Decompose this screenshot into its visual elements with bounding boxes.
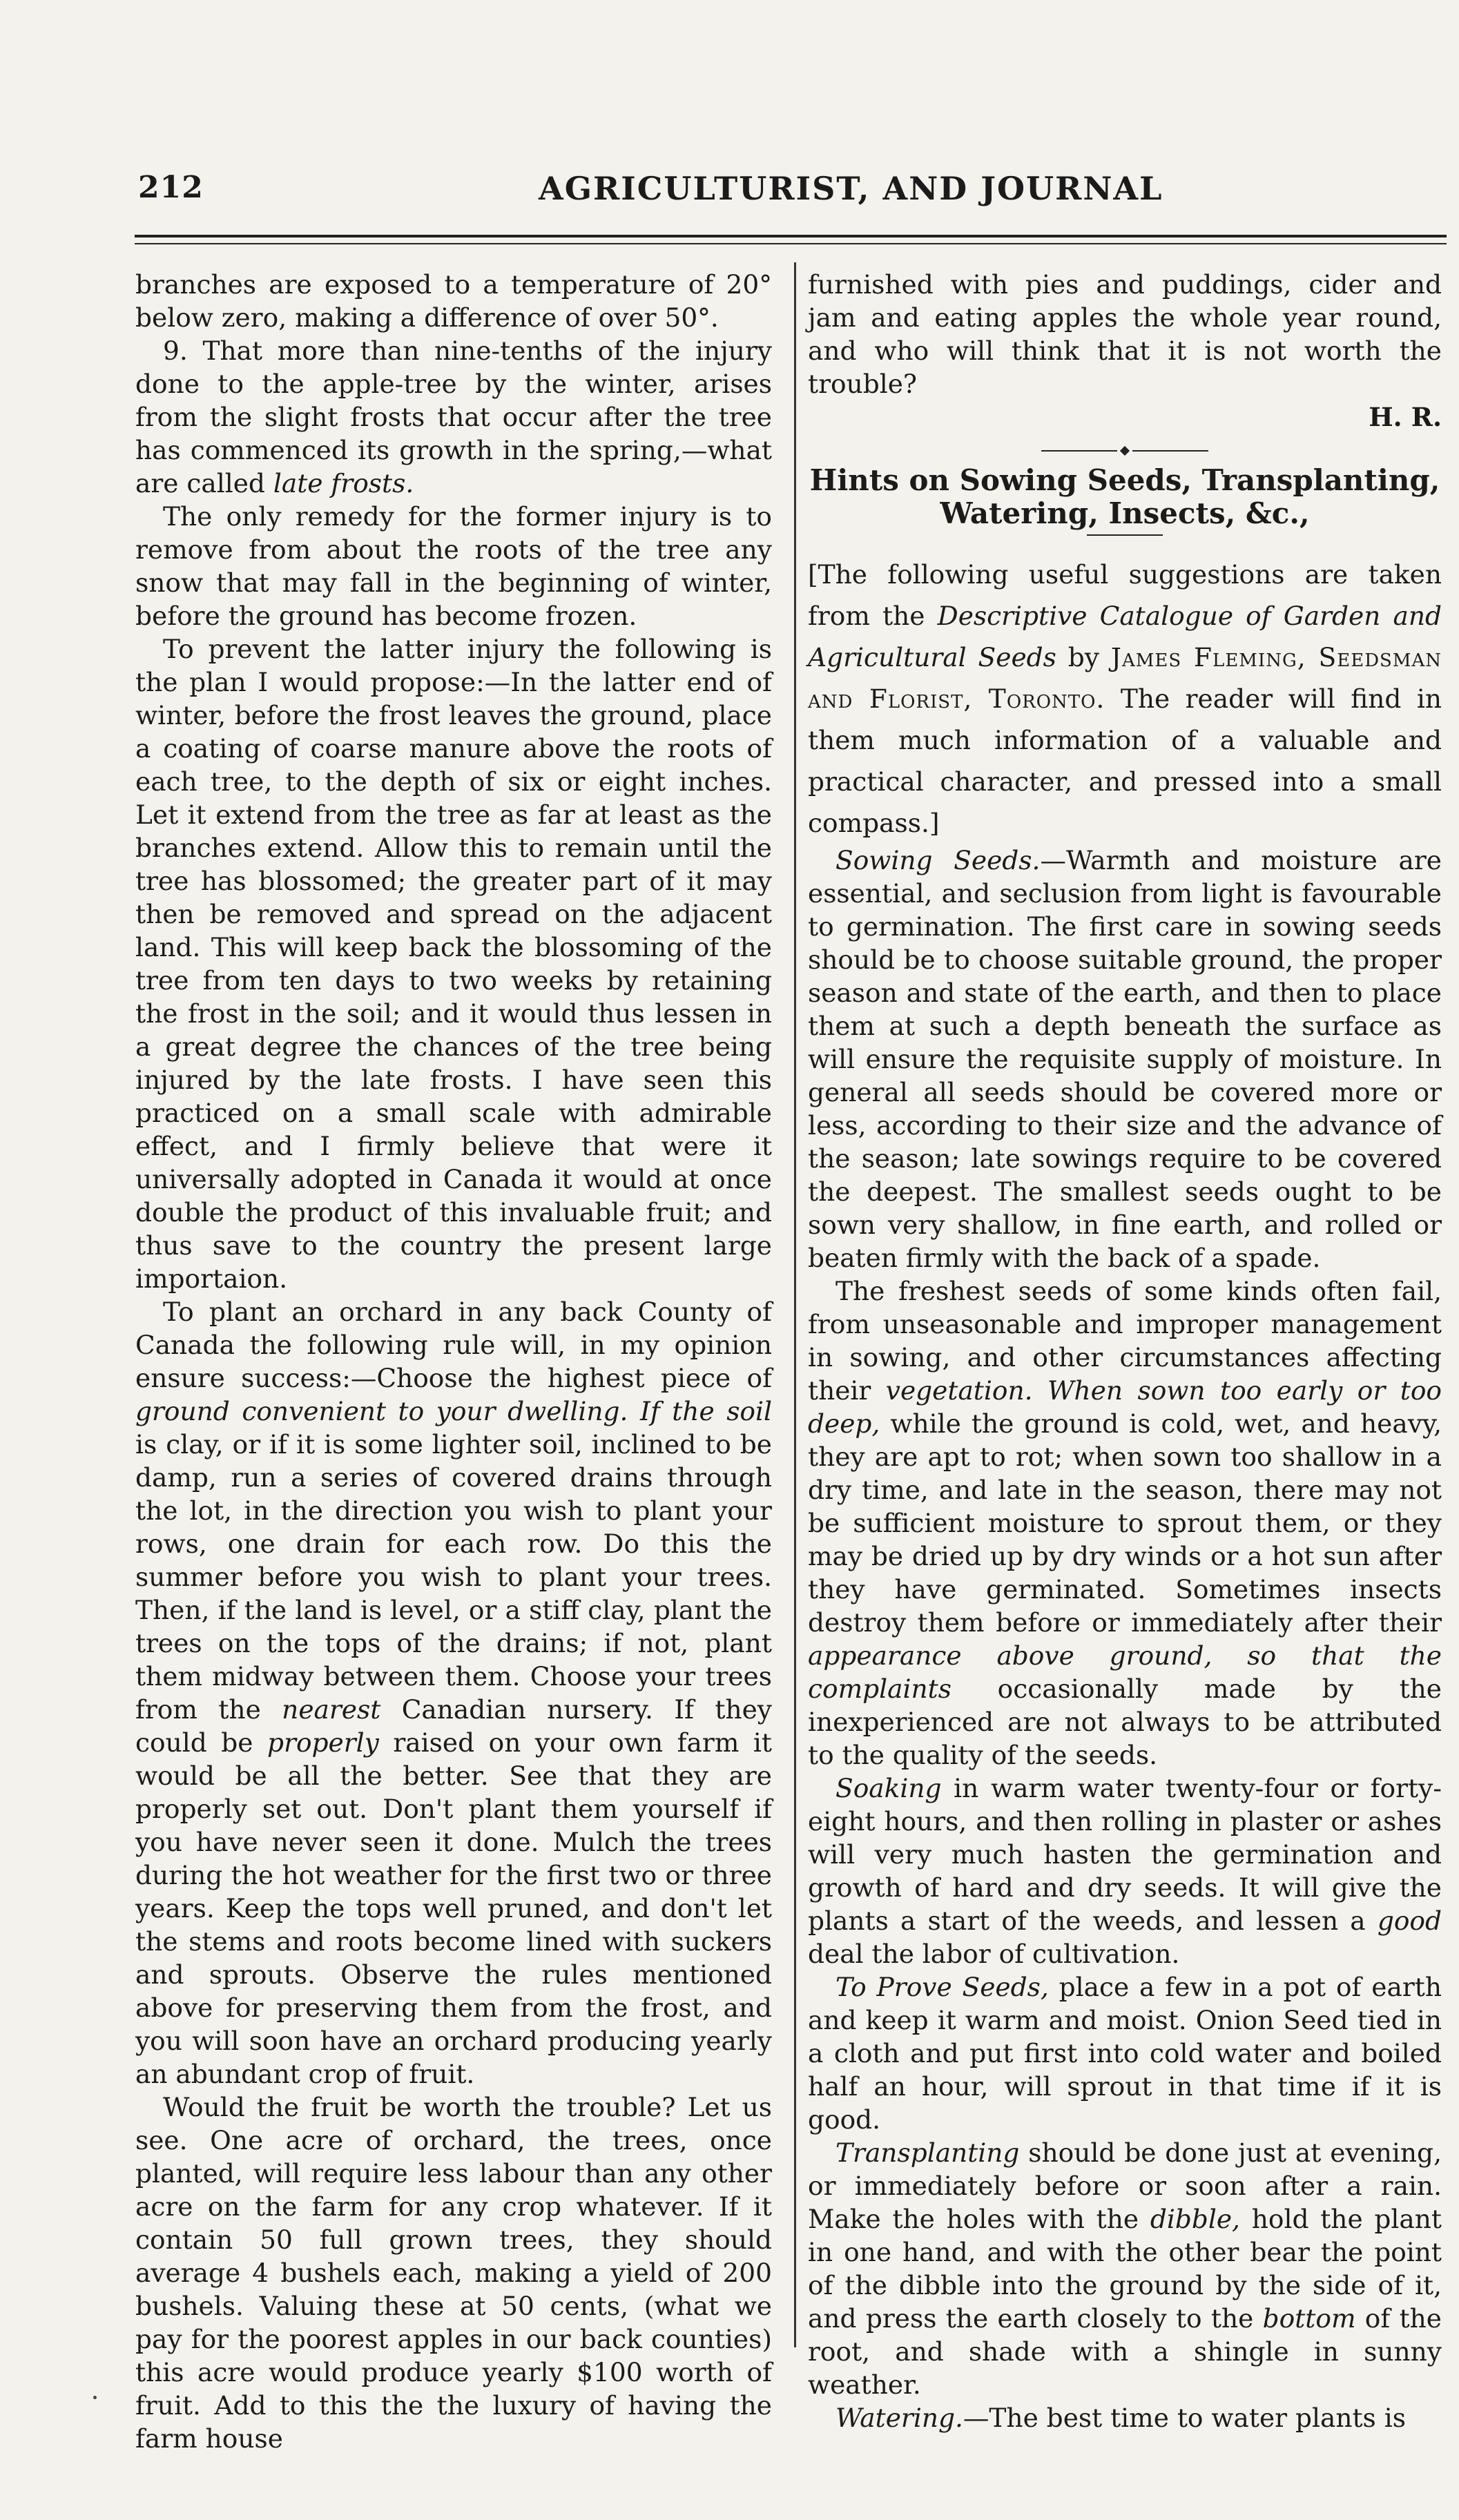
section-divider (808, 447, 1442, 454)
paragraph: To plant an orchard in any back County of Canada the following rule will, in my opinion ensure success:—Choose the highest piece of ground convenient to your dwelling. If the soil is clay, or if it is some lighter soil, inclined to be damp, run a series of covered drains through the lot, in the direction you wish to plant your rows, one drain for each row. Do this the summer before you wish to plant your trees. Then, if the land is level, or a stiff clay, plant the trees on the tops of the drains; if not, plant them midway between them. Choose your trees from the nearest Canadian nursery. If they could be properly raised on your own farm it would be all the better. See that they are properly set out. Don't plant them yourself if you have never seen it done. Mulch the trees during the hot weather for the first two or three years. Keep the tops well pruned, and don't let the stems and roots become lined with suckers and sprouts. Observe the rules mentioned above for preserving them from the frost, and you will soon have an orchard producing yearly an abundant crop of fruit. (135, 1297, 772, 2089)
paragraph: The freshest seeds of some kinds often fail, from unseasonable and improper management in sowing, and other circumstances affecting their vegetation. When sown too early or too deep, while the ground is cold, wet, and heavy, they are apt to rot; when sown too shallow in a dry time, and late in the season, there may not be sufficient moisture to sprout them, or they may be dried up by dry winds or a hot sun after they have germinated. Sometimes insects destroy them before or immediately after their appearance above ground, so that the complaints occasionally made by the inexperienced are not always to be attributed to the quality of the seeds. (808, 1276, 1442, 1770)
paragraph: Sowing Seeds.—Warmth and moisture are essential, and seclusion from light is favourable to germination. The first care in sowing seeds should be to choose suitable ground, the proper season and state of the earth, and then to place them at such a depth beneath the surface as will ensure the requisite supply of moisture. In general all seeds should be covered more or less, according to their size and the advance of the season; late sowings require to be covered the deepest. The smallest seeds ought to be sown very shallow, in fine earth, and rolled or beaten firmly with the back of a spade. (808, 845, 1442, 1273)
right-column (808, 268, 1442, 2434)
header-rule (135, 235, 1447, 238)
running-title: AGRICULTURIST, AND JOURNAL (539, 170, 1163, 207)
intro-paragraph: [The following useful suggestions are taken from the Descriptive Catalogue of Garden and Agricultural Seeds by James Fleming, Seedsman and Florist, Toronto. The reader will find in them much information of a valuable and practical character, and pressed into a small compass.] (808, 559, 1442, 838)
paragraph: To Prove Seeds, place a few in a pot of earth and keep it warm and moist. Onion Seed tied in a cloth and put first into cold water and boiled half an hour, will sprout in that time if it is good. (808, 1972, 1442, 2135)
paragraph: Would the fruit be worth the trouble? Let us see. One acre of orchard, the trees, once planted, will require less labour than any other acre on the farm for any crop whatever. If it contain 50 full grown trees, they should average 4 bushels each, making a yield of 200 bushels. Valuing these at 50 cents, (what we pay for the poorest apples in our back counties) this acre would produce yearly $100 worth of fruit. Add to this the the luxury of having the farm house (135, 2092, 772, 2454)
paragraph: furnished with pies and puddings, cider and jam and eating apples the whole year round, and who will think that it is not worth the trouble? (808, 269, 1442, 399)
paragraph: The only remedy for the former injury is to remove from about the roots of the tree any snow that may fall in the beginning of winter, before the ground has become frozen. (135, 501, 772, 631)
paragraph: Soaking in warm water twenty-four or forty-eight hours, and then rolling in plaster or ashes will very much hasten the germination and growth of hard and dry seeds. It will give the plants a start of the weeds, and lessen a good deal the labor of cultivation. (808, 1773, 1442, 1969)
left-column (135, 268, 772, 2455)
page-number: 212 (138, 170, 204, 205)
header-rule-thin (135, 243, 1447, 244)
column-divider (794, 262, 796, 2347)
article-title: Hints on Sowing Seeds, Transplanting, Watering, Insects, &c., (809, 463, 1440, 530)
paragraph: To prevent the latter injury the following is the plan I would propose:—In the latter end of winter, before the frost leaves the ground, place a coating of coarse manure above the roots of each tree, to the depth of six or eight inches. Let it extend from the tree as far at least as the branches extend. Allow this to remain until the tree has blossomed; the greater part of it may then be removed and spread on the adjacent land. This will keep back the blossoming of the tree from ten days to two weeks by retaining the frost in the soil; and it would thus lessen in a great degree the chances of the tree being injured by the late frosts. I have seen this practiced on a small scale with admirable effect, and I firmly believe that were it universally adopted in Canada it would at once double the product of this invaluable fruit; and thus save to the country the present large importaion. (135, 634, 772, 1294)
paragraph: 9. That more than nine-tenths of the injury done to the apple-tree by the winter, arises from the slight frosts that occur after the tree has commenced its growth in the spring,—what are called late frosts. (135, 336, 772, 498)
paragraph: Watering.—The best time to water plants is (835, 2403, 1406, 2433)
title-rule (1087, 534, 1163, 536)
margin-mark (93, 2396, 97, 2399)
paragraph: branches are exposed to a temperature of 20° below zero, making a difference of over 50°. (135, 269, 772, 333)
paragraph: Transplanting should be done just at evening, or immediately before or soon after a rain. Make the holes with the dibble, hold the plant in one hand, and with the other bear the point of the dibble into the ground by the side of it, and press the earth closely to the bottom of the root, and shade with a shingle in sunny weather. (808, 2138, 1442, 2400)
signature: H. R. (1369, 402, 1442, 432)
